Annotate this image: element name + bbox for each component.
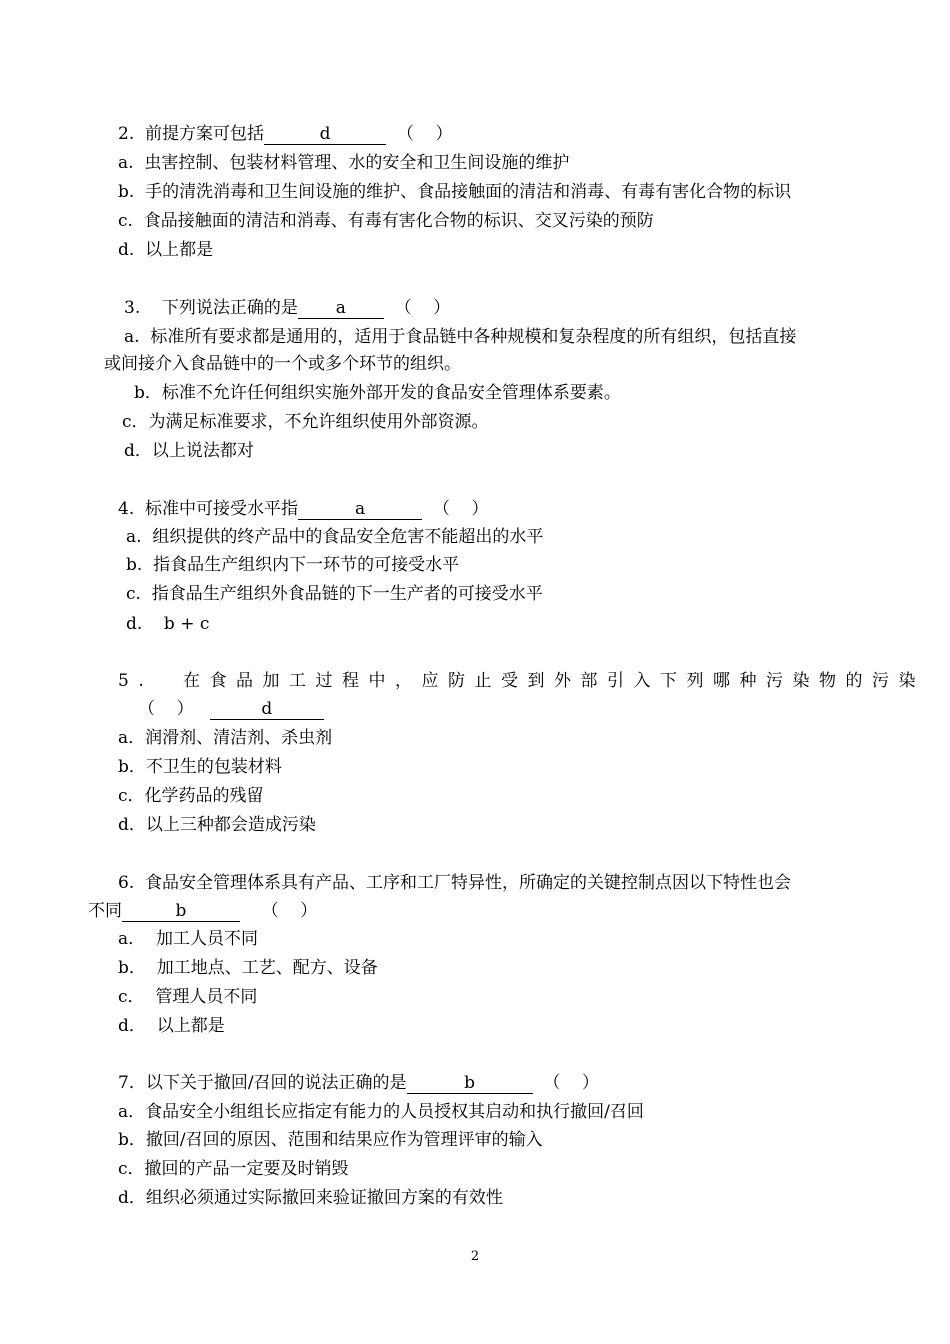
option-c: c．撤回的产品一定要及时销毁	[118, 1159, 349, 1179]
answer-blank: d	[264, 123, 386, 145]
option-c: c． 管理人员不同	[118, 987, 258, 1007]
answer-blank: b	[407, 1072, 533, 1094]
question-6-stem-continued: 不同 b （ ）	[88, 901, 318, 921]
option-d: d．以上说法都对	[124, 441, 254, 461]
question-4-stem: 4. 标准中可接受水平指 a （ ）	[118, 499, 489, 519]
answer-blank: a	[298, 297, 384, 319]
answer-blank: a	[298, 498, 422, 520]
option-d: d． 以上都是	[118, 1016, 225, 1036]
option-a-continued: 或间接介入食品链中的一个或多个环节的组织。	[104, 354, 461, 374]
option-c: c. 食品接触面的清洁和消毒、有毒有害化合物的标识、交叉污染的预防	[118, 211, 654, 231]
question-7-stem: 7．以下关于撤回/召回的说法正确的是 b （ ）	[118, 1073, 599, 1093]
option-a: a．润滑剂、清洁剂、杀虫剂	[118, 728, 333, 748]
option-c: c．为满足标准要求，不允许组织使用外部资源。	[122, 412, 489, 432]
question-3-stem: 3. 下列说法正确的是 a （ ）	[124, 298, 451, 318]
option-a: a. 标准所有要求都是通用的，适用于食品链中各种规模和复杂程度的所有组织，包括直接	[124, 327, 797, 347]
question-5-stem: 5. 在食品加工过程中，应防止受到外部引入下列哪种污染物的污染	[118, 671, 926, 691]
option-b: b．标准不允许任何组织实施外部开发的食品安全管理体系要素。	[134, 383, 621, 403]
option-b: b． 加工地点、工艺、配方、设备	[118, 958, 378, 978]
option-a: a．食品安全小组组长应指定有能力的人员授权其启动和执行撤回/召回	[118, 1102, 644, 1122]
option-b: b. 手的清洗消毒和卫生间设施的维护、食品接触面的清洁和消毒、有毒有害化合物的标识	[118, 182, 792, 202]
answer-blank: d	[210, 698, 324, 720]
option-a: a． 加工人员不同	[118, 929, 258, 949]
option-a: a. 虫害控制、包装材料管理、水的安全和卫生间设施的维护	[118, 153, 570, 173]
option-d: d．以上三种都会造成污染	[118, 815, 316, 835]
question-6-stem: 6. 食品安全管理体系具有产品、工序和工厂特异性，所确定的关键控制点因以下特性也会	[118, 873, 792, 893]
option-d: d. b + c	[126, 614, 210, 634]
option-d: d. 以上都是	[118, 240, 214, 260]
question-2-stem: 2. 前提方案可包括 d （ ）	[118, 124, 453, 144]
page-number: 2	[470, 1249, 480, 1264]
option-b: b. 指食品生产组织内下一环节的可接受水平	[126, 555, 460, 575]
option-d: d．组织必须通过实际撤回来验证撤回方案的有效性	[118, 1188, 503, 1208]
option-c: c．化学药品的残留	[118, 786, 264, 806]
question-5-stem-continued: （ ） d	[138, 697, 324, 721]
option-b: b．不卫生的包装材料	[118, 757, 282, 777]
option-c: c. 指食品生产组织外食品链的下一生产者的可接受水平	[126, 584, 543, 604]
answer-blank: b	[122, 900, 240, 922]
option-b: b．撤回/召回的原因、范围和结果应作为管理评审的输入	[118, 1130, 543, 1150]
option-a: a. 组织提供的终产品中的食品安全危害不能超出的水平	[126, 527, 544, 547]
